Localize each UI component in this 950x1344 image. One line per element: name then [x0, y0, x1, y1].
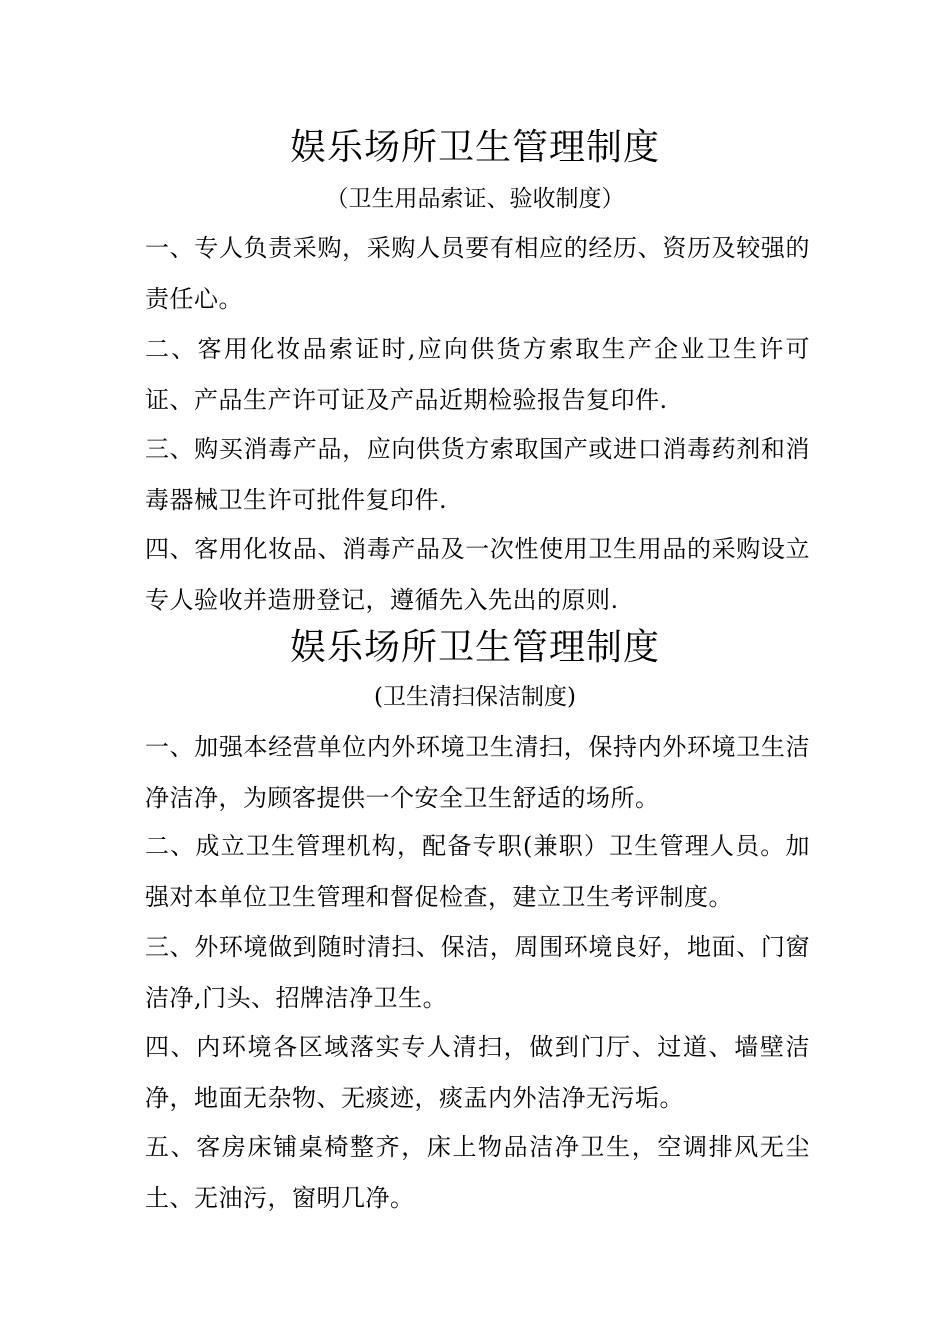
section1-item-2: 二、客用化妆品索证时,应向供货方索取生产企业卫生许可证、产品生产许可证及产品近期检验报告复印件. — [145, 335, 810, 414]
section2-subtitle: (卫生清扫保洁制度) — [374, 684, 576, 710]
section1-title: 娱乐场所卫生管理制度 — [289, 127, 660, 168]
section2-item-4: 四、内环境各区域落实专人清扫，做到门厅、过道、墙壁洁净，地面无杂物、无痰迹，痰盂内外洁净无污垢。 — [145, 1033, 810, 1112]
section1-item-3: 三、购买消毒产品，应向供货方索取国产或进口消毒药剂和消毒器械卫生许可批件复印件. — [145, 435, 810, 514]
section2-item-1: 一、加强本经营单位内外环境卫生清扫，保持内外环境卫生洁净洁净，为顾客提供一个安全卫生舒适的场所。 — [145, 733, 810, 812]
section1-item-4: 四、客用化妆品、消毒产品及一次性使用卫生用品的采购设立专人验收并造册登记，遵循先入先出的原则. — [145, 535, 810, 614]
section2-item-2: 二、成立卫生管理机构，配备专职(兼职）卫生管理人员。加强对本单位卫生管理和督促检查，建立卫生考评制度。 — [145, 832, 810, 911]
section2-title: 娱乐场所卫生管理制度 — [289, 627, 660, 668]
section1-subtitle: （卫生用品索证、验收制度） — [325, 186, 625, 212]
section2-item-5: 五、客房床铺桌椅整齐，床上物品洁净卫生，空调排风无尘土、无油污，窗明几净。 — [145, 1133, 810, 1212]
section1-item-1: 一、专人负责采购，采购人员要有相应的经历、资历及较强的责任心。 — [145, 234, 810, 313]
section2-item-3: 三、外环境做到随时清扫、保洁，周围环境良好，地面、门窗洁净,门头、招牌洁净卫生。 — [145, 933, 810, 1012]
